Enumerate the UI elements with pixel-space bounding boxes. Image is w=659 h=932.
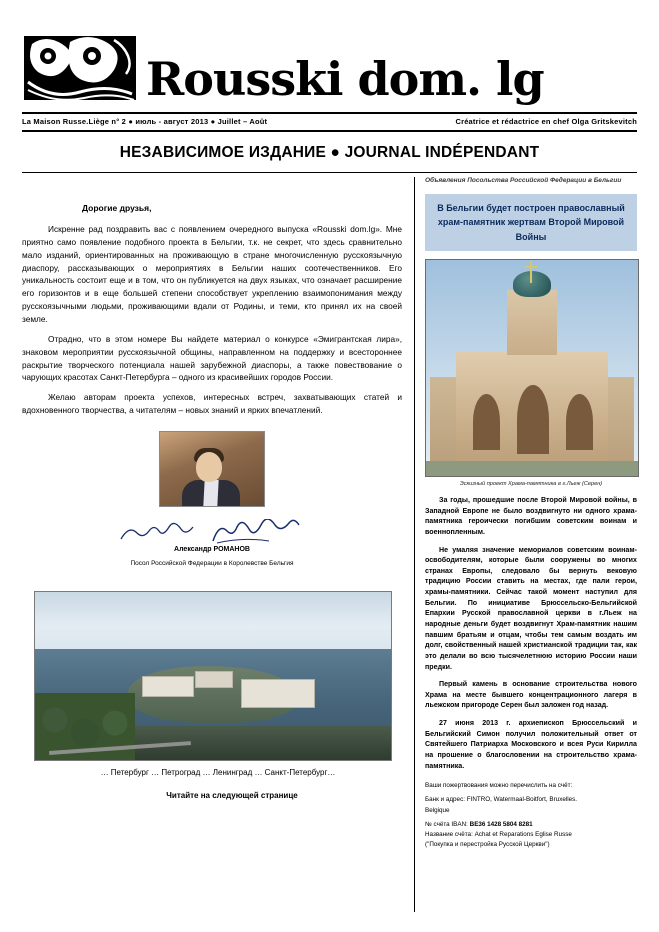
- article-paragraph: Первый камень в основание строительства нового Храма на месте бывшего концентрационного лагеря в льежском пригороде Серен был заложен год назад.: [425, 680, 637, 710]
- masthead-divider-top: [22, 112, 637, 114]
- continue-note: Читайте на следующей странице: [166, 791, 298, 801]
- article-headline: В Бельгии будет построен православный храм-памятник жертвам Второй Мировой Войны: [425, 194, 637, 251]
- donation-intro: Ваши пожертвования можно перечислить на счёт:: [425, 782, 573, 790]
- independent-banner: НЕЗАВИСИМОЕ ИЗДАНИЕ ● JOURNAL INDÉPENDANT: [119, 144, 540, 161]
- portrait-head-shape: [196, 452, 222, 482]
- account-name-label: Название счёта:: [425, 830, 473, 838]
- article-paragraph: Отрадно, что в этом номере Вы найдете материал о конкурсе «Эмигрантская лира», знаковом мероприятии русскоязычной общины, направленном на поддержку и всестороннее раскрытие творческого потенциала нашей зарубежной диаспоры, а также повествование о чарующих красотах Санкт-Петербурга – одного из красивейших городов России.: [22, 333, 402, 383]
- photo-sky-layer: [35, 592, 391, 649]
- editorial-article: [22, 223, 402, 417]
- account-name-line: [425, 830, 637, 839]
- church-memorial-photo: [425, 259, 639, 477]
- right-column: [415, 173, 637, 912]
- article-paragraph: 27 июня 2013 г. архиепископ Брюссельский и Бельгийский Симон получил положительный ответ от Святейшего Патриарха Московского и всея Руси Кирилла на прошение о благословении на строительство храма-памятника.: [425, 719, 637, 770]
- memorial-article: [425, 495, 637, 771]
- iban-label: № счёта IBAN:: [425, 820, 468, 828]
- church-arch-shape: [566, 394, 594, 450]
- portrait-photo-wrapper: [22, 431, 402, 507]
- editor-credit: Créatrice et rédactrice en chef Olga Gritskevitch: [455, 117, 637, 126]
- page-title: Rousski dom. lg: [146, 52, 544, 106]
- church-photo-caption: Эскизный проект Храма-памятника в г.Льеж (Серен): [459, 480, 603, 487]
- newspaper-page: [0, 14, 659, 932]
- saint-petersburg-photo: [34, 591, 392, 761]
- account-name-value: Achat et Reparations Eglise Russe: [474, 830, 572, 838]
- photo-building-shape: [241, 679, 314, 708]
- masthead: [22, 14, 637, 106]
- donation-details: [425, 781, 637, 849]
- signature-name: Александр РОМАНОВ: [174, 546, 250, 554]
- masthead-divider-bottom: [22, 130, 637, 132]
- photo-building-shape: [195, 671, 233, 688]
- church-ground-layer: [426, 461, 638, 476]
- masthead-subline: [22, 117, 637, 126]
- bank-value: FINTRO, Watermaal-Boitfort, Bruxelles.: [466, 796, 578, 804]
- church-arch-shape: [473, 394, 501, 450]
- account-name-note: ("Покупка и перестройка Русской Церкви"): [425, 840, 550, 848]
- bank-country: Belgique: [425, 806, 450, 814]
- city-photo-caption: … Петербург … Петроград … Ленинград … Санкт-Петербург…: [100, 768, 336, 778]
- portrait-photo: [159, 431, 265, 507]
- left-column: [22, 173, 414, 912]
- article-paragraph: За годы, прошедшие после Второй Мировой войны, в Западной Европе не было воздвигнуто ни одного храма-памятника героически погибшим советским воинам и военнопленным.: [425, 495, 637, 536]
- orthodox-cross-icon: [530, 261, 532, 283]
- iban-line: [425, 820, 637, 829]
- article-paragraph: Желаю авторам проекта успехов, интересных встреч, захватывающих статей и вдохновенного творчества, а читателям – новых знаний и ярких впечатлений.: [22, 392, 402, 416]
- bank-line: [425, 795, 637, 804]
- iban-value: BE36 1428 5804 8281: [469, 820, 533, 828]
- photo-building-shape: [142, 676, 194, 696]
- article-paragraph: Искренне рад поздравить вас с появлением очередного выпуска «Rousski dom.lg». Мне приятно само появление подобного проекта в Бельгии, т.к. не секрет, что здесь сравнительно мало изданий, ориентированных на проживающую в стране многочисленную русскоязычную диаспору, рассказывающих о мероприятиях в Бельгии наших соотечественников. Его уникальность состоит еще и в том, что он публикуется на двух языках, что означает расширение его горизонтов и в еще большей степени способствует укреплению взаимопонимания между русскоязычными людьми, проживающими вдали от Родины, и теми, кто принял их на своей земле.: [22, 224, 402, 325]
- handwritten-signature-icon: [22, 519, 402, 545]
- article-paragraph: Не умаляя значение мемориалов советским воинам-освободителям, которые были сооружены во многих странах Европы, следовало бы вернуть вековую традицию России ставить на местах, где пали герои, храмы-памятники. Сейчас такой момент наступил для Бельгии. По инициативе Брюссельско-Бельгийской Епархии Русской православной церкви в г.Льеж на народные деньги будет воздвигнут Храм-памятник нашим павшим братьям и отцам, чтобы тем самым воздать им долг, свойственный нашей христианской традиции так, как это делали во всю тысячелетнюю историю России наши предки.: [425, 545, 637, 671]
- signature-title: Посол Российской Федерации в Королевстве Бельгия: [130, 560, 294, 568]
- church-bell-tower: [507, 290, 558, 355]
- church-arch-shape: [517, 385, 549, 454]
- bank-label: Банк и адрес:: [425, 796, 465, 804]
- ornate-monogram-icon: [22, 30, 140, 106]
- content-area: [22, 173, 637, 912]
- greeting-line: Дорогие друзья,: [82, 203, 152, 213]
- portrait-shirt-shape: [203, 480, 218, 506]
- embassy-announcement-label: Объявления Посольства Российской Федерации в Бельгии: [425, 177, 622, 184]
- issue-info: La Maison Russe.Liège n° 2 ● июль - август 2013 ● Juillet – Août: [22, 117, 268, 126]
